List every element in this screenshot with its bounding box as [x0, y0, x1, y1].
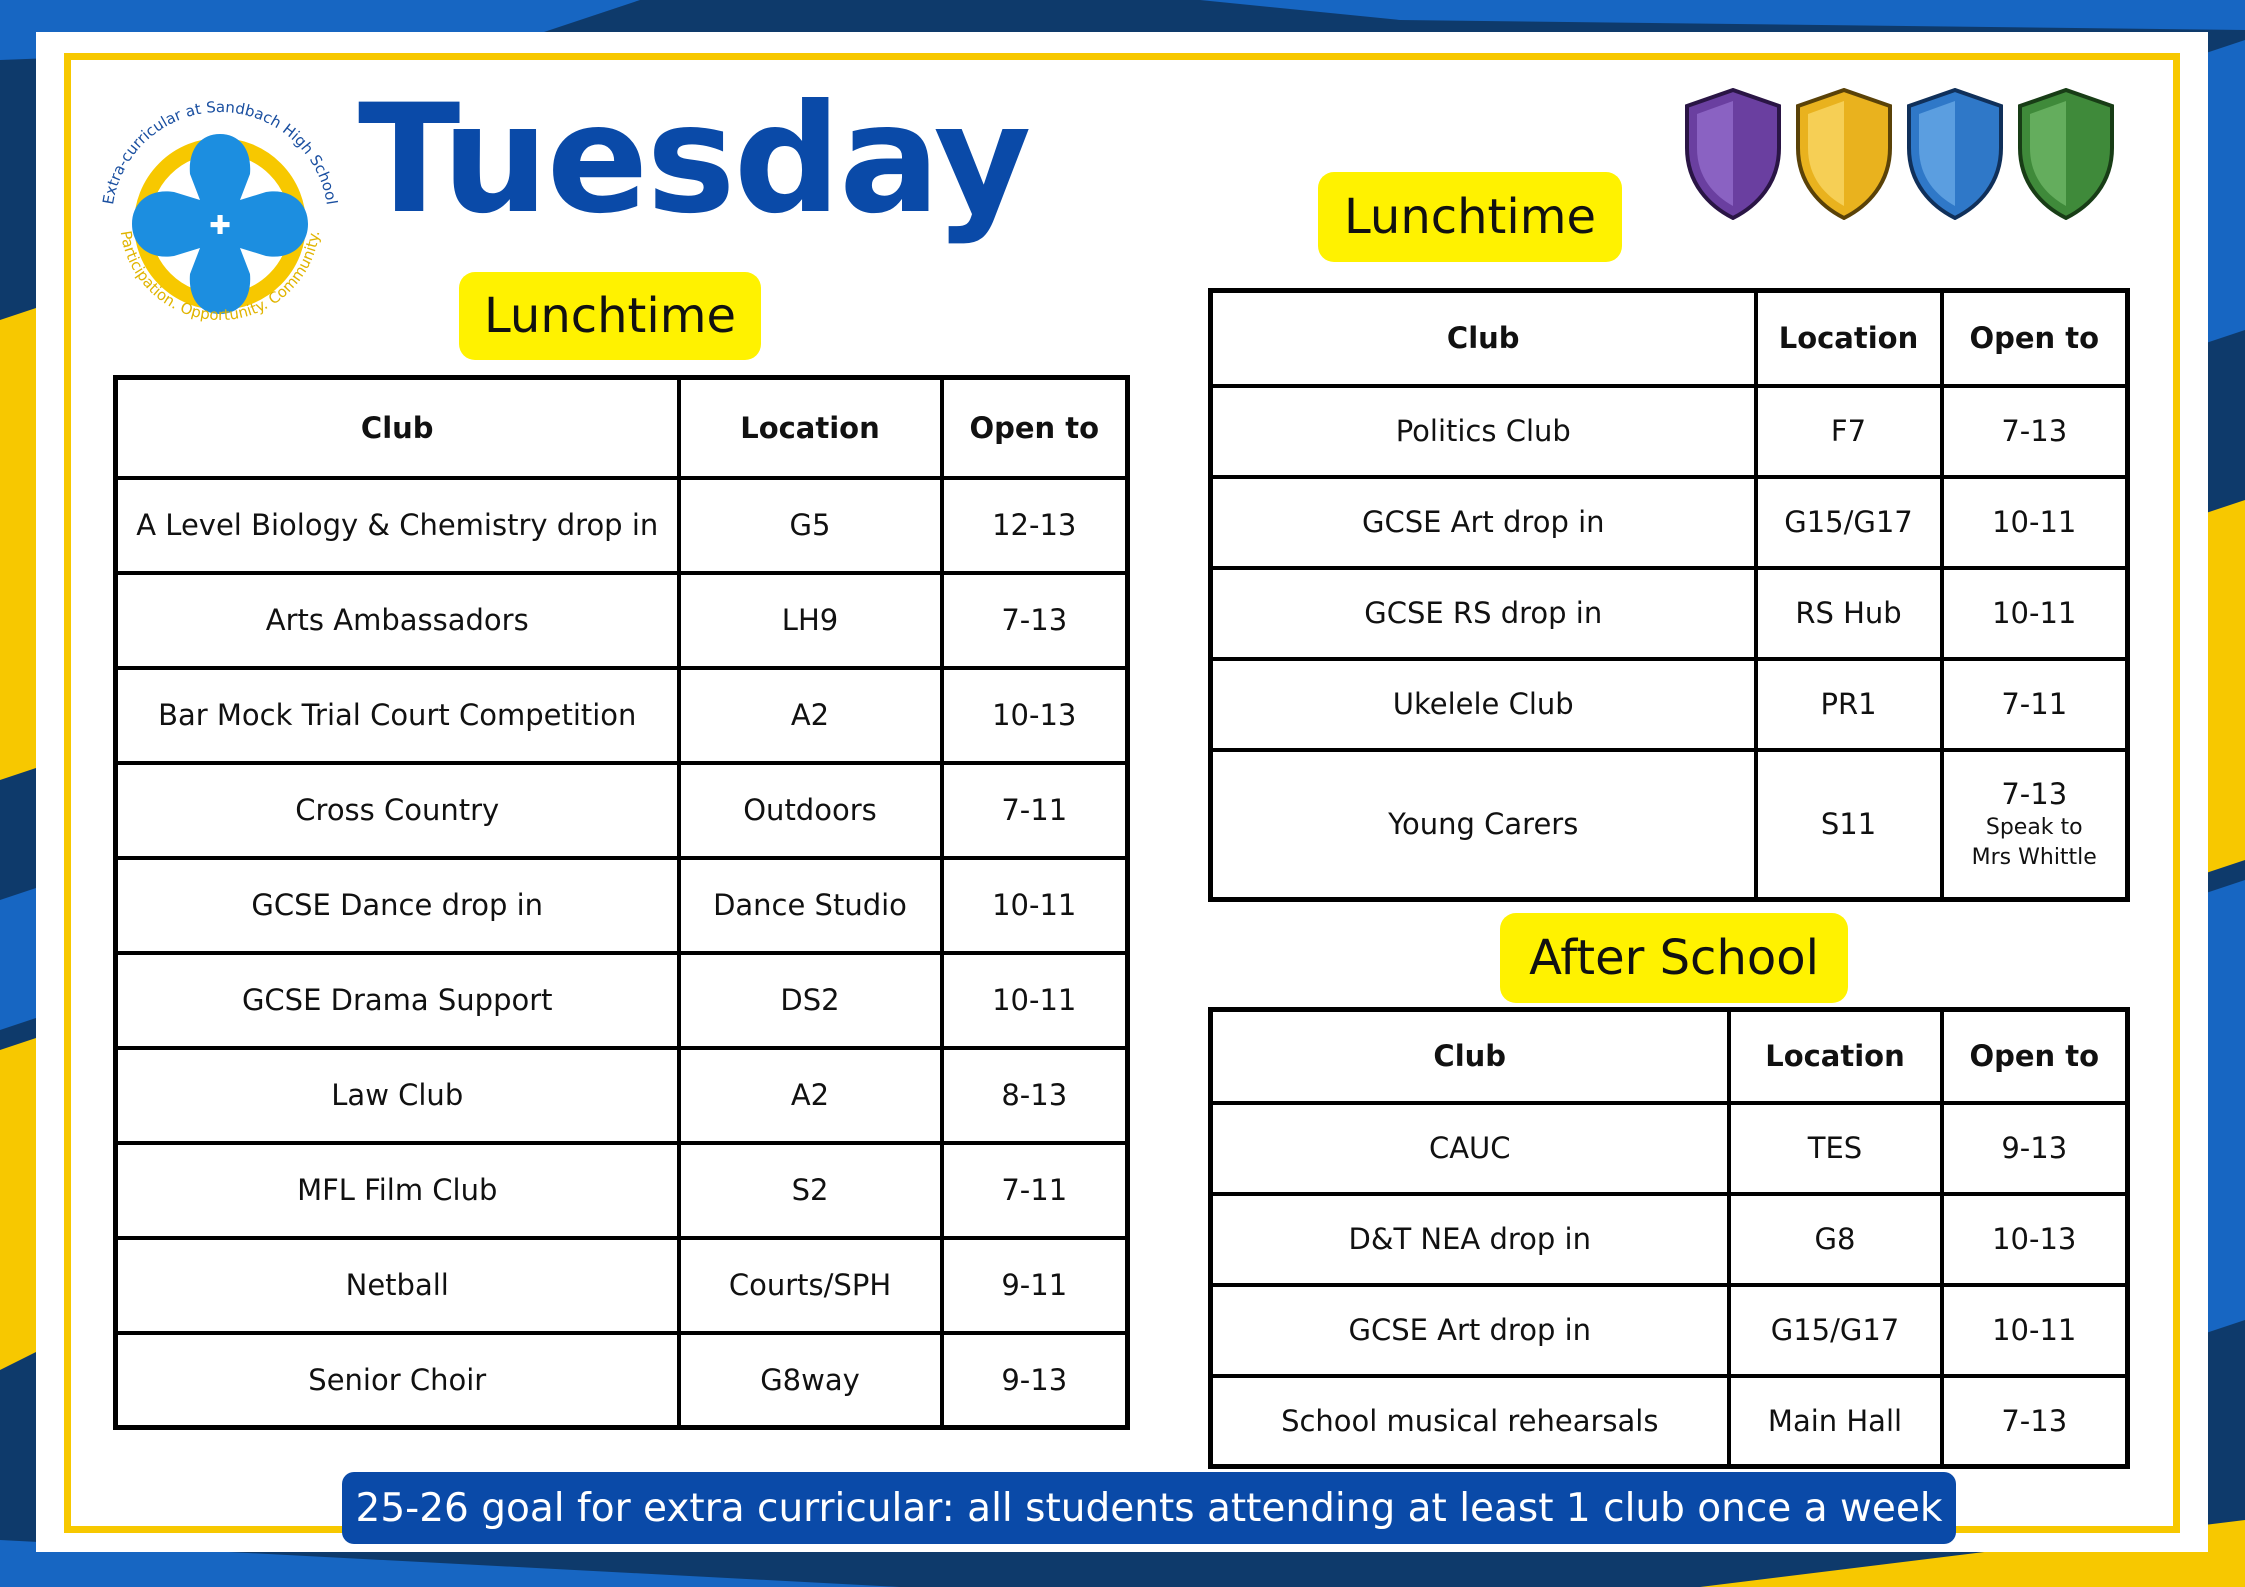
table-header-row	[1211, 1010, 2128, 1103]
table-row	[1211, 750, 2128, 900]
column-header-location: Location	[679, 378, 942, 478]
goal-banner: 25-26 goal for extra curricular: all students attending at least 1 club once a week	[342, 1472, 1956, 1544]
location-cell: LH9	[679, 573, 942, 668]
club-cell: D&T NEA drop in	[1211, 1194, 1729, 1285]
location-cell: RS Hub	[1756, 568, 1942, 659]
open-to-cell: 7-11	[942, 1143, 1128, 1238]
open-to-cell: 7-13	[942, 573, 1128, 668]
table-header-row	[1211, 291, 2128, 386]
right-lunchtime-table	[1208, 288, 2130, 902]
table-row	[1211, 659, 2128, 750]
open-to-cell: 9-13	[1942, 1103, 2128, 1194]
open-to-cell: 7-13	[1942, 1376, 2128, 1467]
open-to-cell: 10-11	[942, 953, 1128, 1048]
location-cell: S11	[1756, 750, 1942, 900]
club-cell: School musical rehearsals	[1211, 1376, 1729, 1467]
column-header-club: Club	[1211, 291, 1756, 386]
open-to-cell: 10-11	[1942, 477, 2128, 568]
club-cell: A Level Biology & Chemistry drop in	[116, 478, 679, 573]
club-cell: GCSE Art drop in	[1211, 1285, 1729, 1376]
column-header-open-to: Open to	[942, 378, 1128, 478]
open-to-cell: 10-13	[1942, 1194, 2128, 1285]
column-header-open-to: Open to	[1942, 291, 2128, 386]
table-row	[1211, 568, 2128, 659]
svg-text:✚: ✚	[209, 211, 231, 241]
open-to-cell: 10-11	[942, 858, 1128, 953]
open-to-cell: 8-13	[942, 1048, 1128, 1143]
logo-arc-top: Extra-curricular at Sandbach High School	[99, 97, 341, 206]
club-cell: Netball	[116, 1238, 679, 1333]
open-to-cell: 7-13	[1942, 386, 2128, 477]
club-cell: Senior Choir	[116, 1333, 679, 1428]
club-cell: GCSE Drama Support	[116, 953, 679, 1048]
club-cell: GCSE RS drop in	[1211, 568, 1756, 659]
column-header-open-to: Open to	[1942, 1010, 2128, 1103]
location-cell: Courts/SPH	[679, 1238, 942, 1333]
column-header-location: Location	[1756, 291, 1942, 386]
location-cell: Dance Studio	[679, 858, 942, 953]
green-shield-icon	[2020, 90, 2112, 218]
table-header-row	[116, 378, 1128, 478]
location-cell: G8	[1729, 1194, 1942, 1285]
table-row	[116, 763, 1128, 858]
blue-shield-icon	[1909, 90, 2001, 218]
table-row	[1211, 1194, 2128, 1285]
column-header-club: Club	[116, 378, 679, 478]
table-row	[116, 1143, 1128, 1238]
location-cell: Main Hall	[1729, 1376, 1942, 1467]
logo-arc-bottom: Participation. Opportunity. Community.	[116, 229, 324, 325]
yellow-shield-icon	[1798, 90, 1890, 218]
location-cell: G8way	[679, 1333, 942, 1428]
club-cell: MFL Film Club	[116, 1143, 679, 1238]
left-lunchtime-heading: Lunchtime	[459, 272, 761, 360]
location-cell: G15/G17	[1756, 477, 1942, 568]
purple-shield-icon	[1687, 90, 1779, 218]
school-logo	[90, 90, 350, 350]
left-lunchtime-table	[113, 375, 1130, 1430]
page-title: Tuesday	[358, 73, 1030, 247]
club-cell: Law Club	[116, 1048, 679, 1143]
table-row	[116, 953, 1128, 1048]
table-row	[116, 1048, 1128, 1143]
club-cell: Arts Ambassadors	[116, 573, 679, 668]
location-cell: G15/G17	[1729, 1285, 1942, 1376]
location-cell: S2	[679, 1143, 942, 1238]
location-cell: G5	[679, 478, 942, 573]
table-row	[1211, 1376, 2128, 1467]
location-cell: F7	[1756, 386, 1942, 477]
after-school-heading: After School	[1500, 913, 1848, 1003]
club-cell: Ukelele Club	[1211, 659, 1756, 750]
club-cell: Cross Country	[116, 763, 679, 858]
table-row	[116, 858, 1128, 953]
table-row	[1211, 1285, 2128, 1376]
open-to-cell: 7-11	[942, 763, 1128, 858]
open-to-cell: 12-13	[942, 478, 1128, 573]
location-cell: A2	[679, 1048, 942, 1143]
young-carers-note-line-2: Mrs Whittle	[1971, 845, 2097, 871]
house-shields	[1683, 88, 2123, 220]
table-row	[1211, 477, 2128, 568]
club-cell: GCSE Dance drop in	[116, 858, 679, 953]
table-row	[1211, 1103, 2128, 1194]
column-header-location: Location	[1729, 1010, 1942, 1103]
open-to-cell: 10-11	[1942, 568, 2128, 659]
location-cell: TES	[1729, 1103, 1942, 1194]
right-lunchtime-heading: Lunchtime	[1318, 172, 1622, 262]
open-to-cell: 10-11	[1942, 1285, 2128, 1376]
open-to-cell	[1942, 750, 2128, 900]
table-row	[116, 668, 1128, 763]
open-to-cell: 9-11	[942, 1238, 1128, 1333]
table-row	[116, 573, 1128, 668]
open-to-cell: 10-13	[942, 668, 1128, 763]
location-cell: A2	[679, 668, 942, 763]
location-cell: DS2	[679, 953, 942, 1048]
club-cell: Politics Club	[1211, 386, 1756, 477]
open-to-cell: 7-11	[1942, 659, 2128, 750]
club-cell: Bar Mock Trial Court Competition	[116, 668, 679, 763]
location-cell: PR1	[1756, 659, 1942, 750]
after-school-table	[1208, 1007, 2130, 1469]
table-row	[1211, 386, 2128, 477]
club-cell: CAUC	[1211, 1103, 1729, 1194]
open-to-cell: 9-13	[942, 1333, 1128, 1428]
table-row	[116, 478, 1128, 573]
young-carers-note-line-1: Speak to	[1985, 815, 2083, 841]
table-row	[116, 1333, 1128, 1428]
club-cell: Young Carers	[1211, 750, 1756, 900]
club-cell: GCSE Art drop in	[1211, 477, 1756, 568]
table-row	[116, 1238, 1128, 1333]
open-to-value: 7-13	[2001, 777, 2068, 812]
column-header-club: Club	[1211, 1010, 1729, 1103]
location-cell: Outdoors	[679, 763, 942, 858]
